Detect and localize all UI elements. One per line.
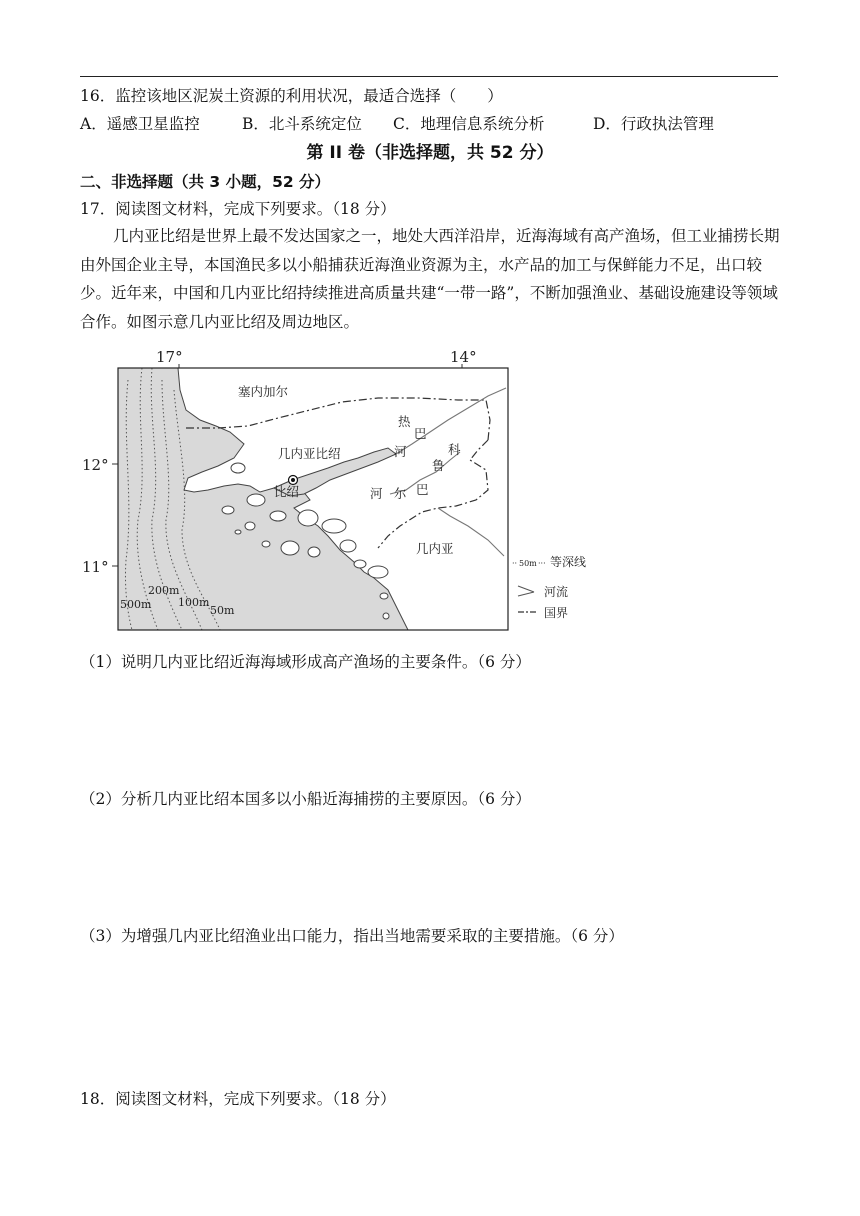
legend-isobath-label: 等深线 <box>550 555 587 569</box>
depth-label-200: 200m <box>148 584 180 597</box>
label-river-corubal-1: 科 <box>448 442 461 457</box>
legend-river-label: 河流 <box>544 585 569 599</box>
label-river-gambia-1: 热 <box>398 414 411 429</box>
label-bissau: 比绍 <box>274 484 300 499</box>
q17-sub3: （3）为增强几内亚比绍渔业出口能力，指出当地需要采取的主要措施。（6 分） <box>80 927 624 945</box>
label-river-char: 河 <box>394 444 407 459</box>
legend-border-label: 国界 <box>544 606 569 620</box>
q17-sub1: （1）说明几内亚比绍近海海域形成高产渔场的主要条件。（6 分） <box>80 653 531 671</box>
legend-isobath-sample: ·· <box>512 559 518 568</box>
q16-option-d[interactable]: D．行政执法管理 <box>593 115 714 133</box>
section2-header: 二、非选择题（共 3 小题，52 分） <box>80 173 331 191</box>
label-river-gambia-2: 巴 <box>414 426 427 441</box>
legend-isobath-value: 50m <box>519 559 537 568</box>
label-guinea: 几内亚 <box>416 541 454 556</box>
q18-stem: 18．阅读图文材料，完成下列要求。（18 分） <box>80 1090 396 1108</box>
q16-options <box>80 114 714 134</box>
q16-option-b[interactable]: B．北斗系统定位 <box>242 115 362 133</box>
bissau-marker-dot <box>291 478 295 482</box>
depth-label-50: 50m <box>210 604 235 617</box>
q17-passage: 几内亚比绍是世界上最不发达国家之一，地处大西洋沿岸，近海海域有高产渔场，但工业捕捞长期由外国企业主导，本国渔民多以小船捕获近海渔业资源为主，水产品的加工与保鲜能力不足，出口较少。近年来，中国和几内亚比绍持续推进高质量共建“一带一路”，不断加强渔业、基础设施建设等领域合作。如图示意几内亚比绍及周边地区。 <box>80 227 780 331</box>
depth-label-500: 500m <box>120 598 152 611</box>
depth-label-100: 100m <box>178 596 210 609</box>
lat-12-label: 12° <box>82 456 109 474</box>
legend-isobath-dots: ··· <box>538 559 546 568</box>
q17-stem: 17．阅读图文材料，完成下列要求。（18 分） <box>80 200 396 218</box>
lon-14-label: 14° <box>450 348 477 366</box>
top-rule <box>80 76 778 77</box>
label-river-corubal-2: 鲁 <box>432 458 445 473</box>
label-senegal: 塞内加尔 <box>238 384 289 399</box>
q16-option-a[interactable]: A．遥感卫星监控 <box>80 115 200 133</box>
label-river-geba-1: 河 <box>370 486 383 501</box>
part2-title: 第 II 卷（非选择题，共 52 分） <box>306 143 554 163</box>
lat-11-label: 11° <box>82 558 109 576</box>
map-legend <box>512 554 586 620</box>
legend-river-symbol <box>518 586 534 596</box>
label-guinea-bissau: 几内亚比绍 <box>278 446 341 461</box>
q17-sub2: （2）分析几内亚比绍本国多以小船近海捕捞的主要原因。（6 分） <box>80 790 531 808</box>
guinea-bissau-map <box>78 340 598 640</box>
q16-stem: 16．监控该地区泥炭土资源的利用状况，最适合选择（ ） <box>80 87 503 105</box>
lon-17-label: 17° <box>156 348 183 366</box>
label-river-geba-3: 巴 <box>416 482 429 497</box>
q16-option-c[interactable]: C．地理信息系统分析 <box>393 115 545 133</box>
label-river-geba-2: 尔 <box>394 486 407 501</box>
